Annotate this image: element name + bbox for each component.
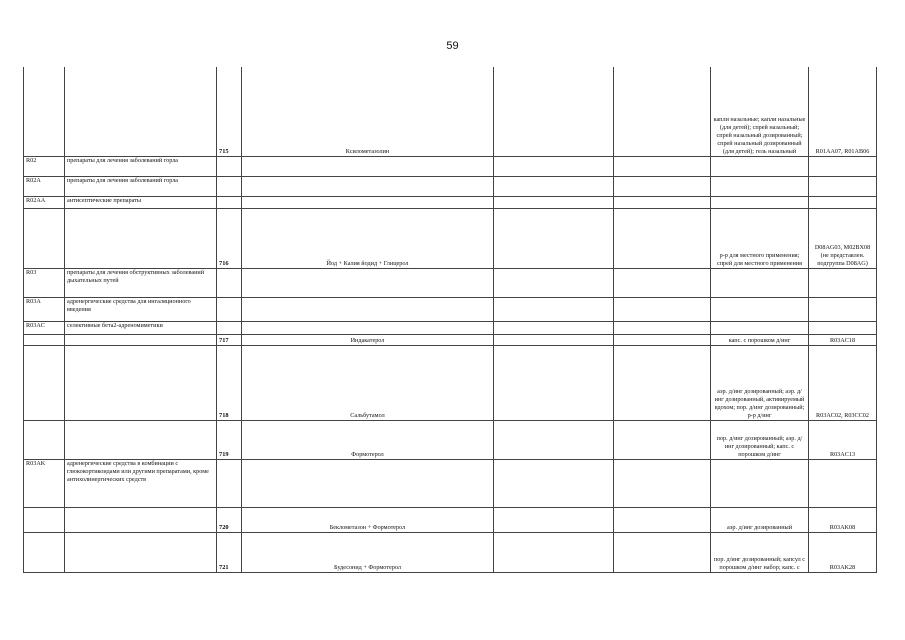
atc-code-ref-cell bbox=[809, 459, 877, 507]
atc-code-cell bbox=[24, 208, 65, 268]
atc-code-cell: R03 bbox=[24, 268, 65, 297]
table-row bbox=[24, 334, 877, 345]
drug-name-cell bbox=[242, 156, 494, 176]
atc-code-ref-cell bbox=[809, 196, 877, 208]
dosage-form-cell: аэр. д/инг дозированный bbox=[711, 507, 809, 532]
group-name-cell bbox=[65, 334, 217, 345]
row-number-cell bbox=[217, 268, 242, 297]
dosage-form-cell: капс. с порошком д/инг bbox=[711, 334, 809, 345]
empty-cell bbox=[614, 345, 711, 420]
table-row bbox=[24, 420, 877, 459]
group-name-cell bbox=[65, 345, 217, 420]
empty-cell bbox=[494, 156, 614, 176]
group-name-cell bbox=[65, 67, 217, 156]
empty-cell bbox=[614, 268, 711, 297]
table-row bbox=[24, 156, 877, 176]
row-number-cell bbox=[217, 321, 242, 334]
row-number-cell bbox=[217, 196, 242, 208]
drug-name-cell: Йод + Калия йодид + Глицерол bbox=[242, 208, 494, 268]
atc-code-ref-cell: R03AK28 bbox=[809, 532, 877, 572]
empty-cell bbox=[494, 297, 614, 321]
empty-cell bbox=[614, 321, 711, 334]
group-name-cell: препараты для лечения заболеваний горла bbox=[65, 176, 217, 196]
dosage-form-cell: пор. д/инг дозированный; аэр. д/инг дозированный; капс. с порошком д/инг bbox=[711, 420, 809, 459]
empty-cell bbox=[614, 67, 711, 156]
table-row bbox=[24, 345, 877, 420]
atc-code-ref-cell: R03AC18 bbox=[809, 334, 877, 345]
drug-name-cell: Индакатерол bbox=[242, 334, 494, 345]
drug-name-cell bbox=[242, 176, 494, 196]
row-number-cell: 720 bbox=[217, 507, 242, 532]
atc-code-cell bbox=[24, 507, 65, 532]
table-row bbox=[24, 532, 877, 572]
empty-cell bbox=[614, 532, 711, 572]
row-number-cell bbox=[217, 156, 242, 176]
atc-code-cell bbox=[24, 334, 65, 345]
empty-cell bbox=[614, 507, 711, 532]
drug-name-cell bbox=[242, 268, 494, 297]
group-name-cell: препараты для лечения обструктивных заболеваний дыхательных путей bbox=[65, 268, 217, 297]
page-number: 59 bbox=[446, 40, 459, 52]
atc-code-ref-cell bbox=[809, 321, 877, 334]
empty-cell bbox=[614, 208, 711, 268]
drug-name-cell bbox=[242, 459, 494, 507]
table-row bbox=[24, 321, 877, 334]
table-row bbox=[24, 268, 877, 297]
group-name-cell bbox=[65, 420, 217, 459]
empty-cell bbox=[494, 208, 614, 268]
drug-name-cell bbox=[242, 321, 494, 334]
table-row bbox=[24, 208, 877, 268]
dosage-form-cell bbox=[711, 176, 809, 196]
dosage-form-cell bbox=[711, 297, 809, 321]
atc-code-cell: R03AC bbox=[24, 321, 65, 334]
group-name-cell: адренергические средства для ингаляционного введения bbox=[65, 297, 217, 321]
dosage-form-cell bbox=[711, 321, 809, 334]
atc-code-cell bbox=[24, 345, 65, 420]
empty-cell bbox=[494, 196, 614, 208]
empty-cell bbox=[614, 334, 711, 345]
row-number-cell: 717 bbox=[217, 334, 242, 345]
row-number-cell bbox=[217, 176, 242, 196]
empty-cell bbox=[614, 297, 711, 321]
drug-name-cell: Формотерол bbox=[242, 420, 494, 459]
table-row bbox=[24, 67, 877, 156]
table-row bbox=[24, 459, 877, 507]
row-number-cell: 721 bbox=[217, 532, 242, 572]
dosage-form-cell: аэр. д/инг дозированный; аэр. д/инг дозированный, активируемый вдохом; пор. д/инг дозированный; р-р д/инг bbox=[711, 345, 809, 420]
dosage-form-cell bbox=[711, 268, 809, 297]
empty-cell bbox=[494, 532, 614, 572]
empty-cell bbox=[614, 156, 711, 176]
drug-table bbox=[23, 67, 877, 573]
group-name-cell: антисептические препараты bbox=[65, 196, 217, 208]
atc-code-ref-cell bbox=[809, 297, 877, 321]
group-name-cell bbox=[65, 208, 217, 268]
empty-cell bbox=[614, 459, 711, 507]
drug-name-cell: Ксилометазолин bbox=[242, 67, 494, 156]
dosage-form-cell bbox=[711, 459, 809, 507]
drug-name-cell bbox=[242, 297, 494, 321]
dosage-form-cell bbox=[711, 196, 809, 208]
atc-code-ref-cell: R03AK08 bbox=[809, 507, 877, 532]
table-body bbox=[24, 67, 877, 572]
atc-code-cell bbox=[24, 67, 65, 156]
dosage-form-cell: пор. д/инг дозированный; капсул с порошком д/инг набор; капс. с bbox=[711, 532, 809, 572]
table-row bbox=[24, 196, 877, 208]
atc-code-cell bbox=[24, 420, 65, 459]
row-number-cell: 715 bbox=[217, 67, 242, 156]
atc-code-cell: R03A bbox=[24, 297, 65, 321]
dosage-form-cell: р-р для местного применения; спрей для местного применения bbox=[711, 208, 809, 268]
atc-code-ref-cell bbox=[809, 176, 877, 196]
drug-name-cell: Сальбутамол bbox=[242, 345, 494, 420]
row-number-cell: 719 bbox=[217, 420, 242, 459]
empty-cell bbox=[494, 459, 614, 507]
empty-cell bbox=[494, 420, 614, 459]
atc-code-cell: R02AA bbox=[24, 196, 65, 208]
empty-cell bbox=[494, 321, 614, 334]
empty-cell bbox=[614, 420, 711, 459]
drug-name-cell: Будесонид + Формотерол bbox=[242, 532, 494, 572]
group-name-cell: селективные бета2-адреномиметики bbox=[65, 321, 217, 334]
atc-code-ref-cell bbox=[809, 156, 877, 176]
dosage-form-cell: капли назальные; капли назальные (для детей); спрей назальный; спрей назальный дозированный; спрей назальный дозированный (для детей); гель назальный bbox=[711, 67, 809, 156]
empty-cell bbox=[614, 196, 711, 208]
table-row bbox=[24, 176, 877, 196]
row-number-cell bbox=[217, 459, 242, 507]
atc-code-ref-cell bbox=[809, 268, 877, 297]
row-number-cell: 716 bbox=[217, 208, 242, 268]
empty-cell bbox=[494, 334, 614, 345]
drug-name-cell bbox=[242, 196, 494, 208]
group-name-cell bbox=[65, 507, 217, 532]
atc-code-cell bbox=[24, 532, 65, 572]
empty-cell bbox=[494, 268, 614, 297]
empty-cell bbox=[494, 176, 614, 196]
group-name-cell: препараты для лечения заболеваний горла bbox=[65, 156, 217, 176]
table-row bbox=[24, 297, 877, 321]
atc-code-ref-cell: R03AC13 bbox=[809, 420, 877, 459]
atc-code-cell: R03AK bbox=[24, 459, 65, 507]
group-name-cell bbox=[65, 532, 217, 572]
empty-cell bbox=[494, 507, 614, 532]
row-number-cell: 718 bbox=[217, 345, 242, 420]
atc-code-cell: R02A bbox=[24, 176, 65, 196]
row-number-cell bbox=[217, 297, 242, 321]
empty-cell bbox=[494, 345, 614, 420]
empty-cell bbox=[614, 176, 711, 196]
atc-code-ref-cell: D08AG03, M02BX08 (не представлен. подгруппа D08AG) bbox=[809, 208, 877, 268]
empty-cell bbox=[494, 67, 614, 156]
atc-code-cell: R02 bbox=[24, 156, 65, 176]
table-row bbox=[24, 507, 877, 532]
dosage-form-cell bbox=[711, 156, 809, 176]
drug-name-cell: Беклометазон + Формотерол bbox=[242, 507, 494, 532]
atc-code-ref-cell: R01AA07, R01AB06 bbox=[809, 67, 877, 156]
atc-code-ref-cell: R03AC02, R03CC02 bbox=[809, 345, 877, 420]
group-name-cell: адренергические средства в комбинации с глюкокортикоидами или другими препаратами, кроме антихолинергических средств bbox=[65, 459, 217, 507]
